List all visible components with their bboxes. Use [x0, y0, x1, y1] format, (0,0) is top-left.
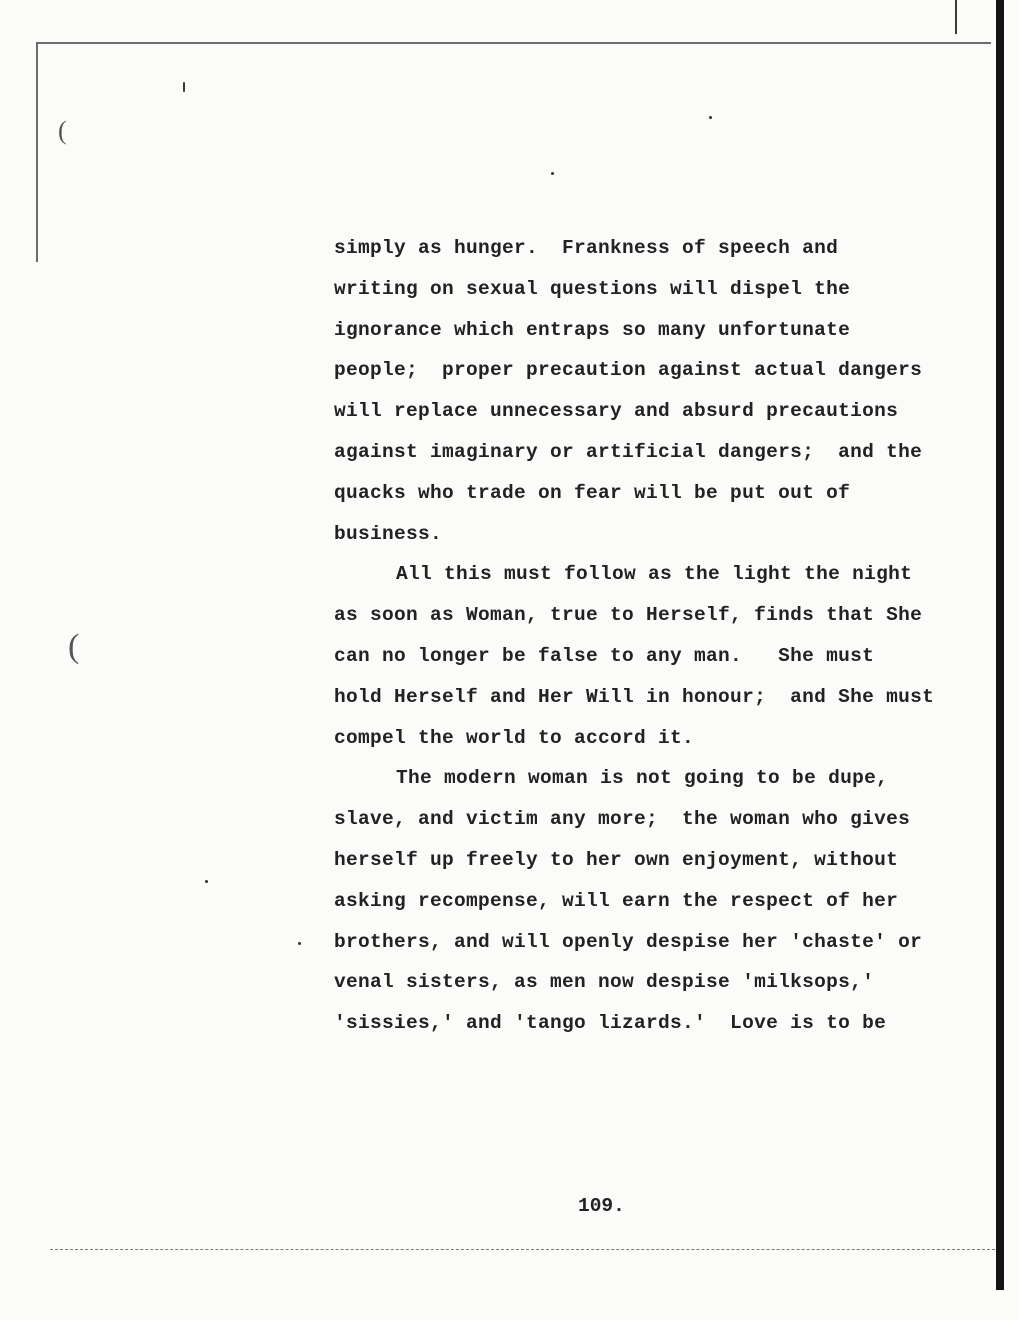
typed-text-body [334, 228, 954, 1044]
text-line: All this must follow as the light the night [396, 563, 913, 586]
text-line: slave, and victim any more; the woman who gives [334, 808, 911, 831]
text-line: people; proper precaution against actual dangers [334, 359, 923, 382]
text-line: 'sissies,' and 'tango lizards.' Love is to be [334, 1012, 887, 1035]
text-line: quacks who trade on fear will be put out of [334, 481, 851, 504]
scan-speck [551, 172, 554, 175]
text-line: venal sisters, as men now despise 'milksops,' [334, 971, 875, 994]
scan-speck [183, 82, 185, 92]
scan-mark-paren: ( [58, 116, 67, 145]
scan-speck [205, 880, 208, 883]
scan-mark-paren: ( [68, 628, 80, 665]
scan-border-left [36, 42, 38, 262]
text-line: writing on sexual questions will dispel the [334, 277, 851, 300]
text-line: hold Herself and Her Will in honour; and She must [334, 685, 935, 708]
text-line: brothers, and will openly despise her 'chaste' or [334, 930, 923, 953]
text-line: as soon as Woman, true to Herself, finds that She [334, 604, 923, 627]
scan-edge-right [996, 0, 1004, 1290]
text-line: compel the world to accord it. [334, 726, 695, 749]
text-line: ignorance which entraps so many unfortunate [334, 318, 851, 341]
scan-border-bottom [50, 1249, 995, 1250]
text-line: herself up freely to her own enjoyment, without [334, 848, 899, 871]
scan-border-top [36, 42, 991, 44]
page-number: 109. [578, 1195, 625, 1217]
text-line: can no longer be false to any man. She must [334, 644, 875, 667]
text-line: will replace unnecessary and absurd precautions [334, 400, 899, 423]
scan-edge-mark [955, 0, 957, 34]
text-line: asking recompense, will earn the respect of her [334, 889, 899, 912]
text-line: The modern woman is not going to be dupe, [396, 767, 889, 790]
text-line: business. [334, 522, 443, 545]
text-line: against imaginary or artificial dangers; and the [334, 440, 923, 463]
text-line: simply as hunger. Frankness of speech and [334, 237, 839, 259]
scan-speck [298, 942, 301, 945]
scan-speck [709, 116, 712, 119]
